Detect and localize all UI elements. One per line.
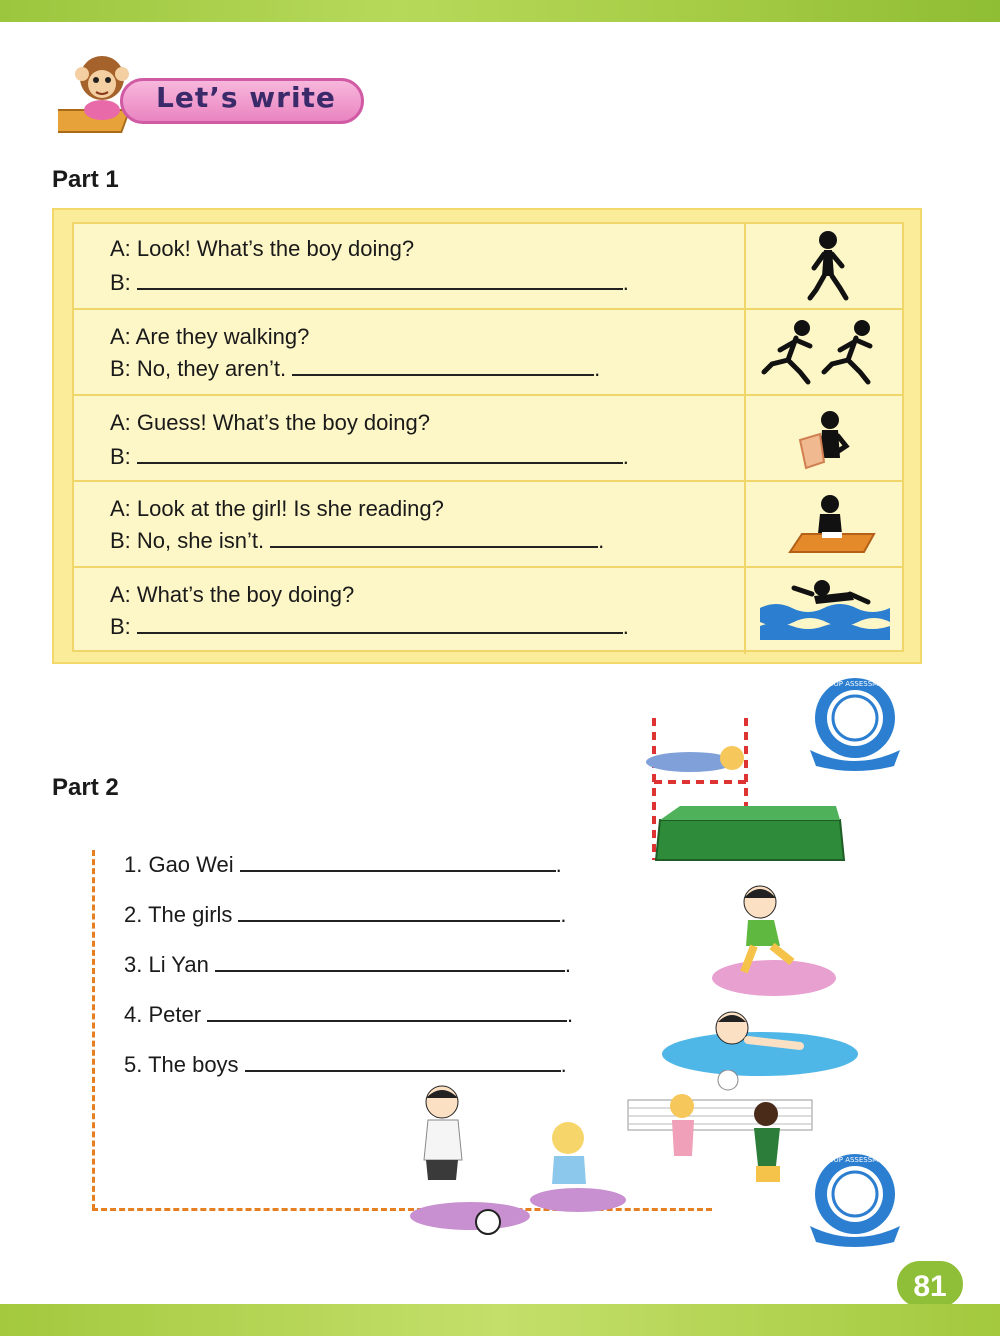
answer-b-label: B: bbox=[110, 444, 131, 469]
picture-cell bbox=[750, 396, 900, 480]
part2-heading: Part 2 bbox=[52, 774, 119, 801]
list-item bbox=[124, 1000, 573, 1028]
period: . bbox=[555, 852, 562, 877]
list-item bbox=[124, 900, 567, 928]
question-cell bbox=[74, 224, 746, 308]
lets-write-banner bbox=[58, 48, 368, 138]
answer-blank[interactable] bbox=[137, 442, 623, 464]
question-cell bbox=[74, 568, 746, 654]
answer-blank[interactable] bbox=[270, 526, 598, 548]
answer-b-label: B: bbox=[110, 270, 131, 295]
answer-blank[interactable] bbox=[240, 850, 556, 872]
question-cell bbox=[74, 482, 746, 566]
period: . bbox=[622, 444, 629, 469]
writing-figure-icon bbox=[750, 482, 900, 566]
question-cell bbox=[74, 396, 746, 480]
group-assessment-badge-icon bbox=[800, 672, 910, 772]
football-illustration bbox=[392, 1080, 642, 1240]
list-item bbox=[124, 1050, 567, 1078]
answer-line bbox=[110, 526, 604, 554]
part1-heading: Part 1 bbox=[52, 166, 119, 193]
part1-table-inner bbox=[72, 222, 904, 652]
table-row bbox=[74, 568, 902, 654]
banner-title: Let’s write bbox=[156, 81, 336, 114]
question-a: A: Look! What’s the boy doing? bbox=[110, 236, 415, 261]
list-item bbox=[124, 850, 562, 878]
table-row bbox=[74, 482, 902, 568]
period: . bbox=[564, 952, 571, 977]
top-decorative-band bbox=[0, 0, 1000, 22]
period: . bbox=[598, 528, 605, 553]
dashed-border-left bbox=[92, 850, 95, 1210]
question-a: A: Look at the girl! Is she reading? bbox=[110, 496, 444, 521]
question-cell bbox=[74, 310, 746, 394]
picture-cell bbox=[750, 224, 900, 308]
table-row bbox=[74, 310, 902, 396]
swimming-boy-illustration bbox=[660, 1000, 860, 1080]
answer-b-label: B: bbox=[110, 614, 131, 639]
answer-line bbox=[110, 354, 600, 382]
item-label: 4. Peter bbox=[124, 1002, 202, 1027]
answer-b-label: B: No, they aren’t. bbox=[110, 356, 287, 381]
bottom-decorative-band bbox=[0, 1304, 1000, 1336]
answer-line bbox=[110, 442, 629, 470]
group-assessment-badge-icon bbox=[800, 1148, 910, 1248]
picture-cell bbox=[750, 310, 900, 394]
answer-line bbox=[110, 612, 629, 640]
table-row bbox=[74, 224, 902, 310]
list-item bbox=[124, 950, 571, 978]
answer-blank[interactable] bbox=[137, 612, 623, 634]
period: . bbox=[622, 614, 629, 639]
period: . bbox=[567, 1002, 574, 1027]
table-row bbox=[74, 396, 902, 482]
answer-blank[interactable] bbox=[215, 950, 565, 972]
walking-figure-icon bbox=[750, 224, 900, 308]
period: . bbox=[594, 356, 601, 381]
picture-cell bbox=[750, 482, 900, 566]
answer-blank[interactable] bbox=[292, 354, 594, 376]
running-figures-icon bbox=[750, 310, 900, 394]
answer-blank[interactable] bbox=[137, 268, 623, 290]
picture-cell bbox=[750, 568, 900, 654]
volleyball-illustration bbox=[626, 1070, 816, 1210]
running-girl-illustration bbox=[708, 880, 838, 1000]
answer-blank[interactable] bbox=[207, 1000, 567, 1022]
page-number: 81 bbox=[894, 1258, 966, 1310]
part1-table bbox=[52, 208, 922, 664]
answer-blank[interactable] bbox=[238, 900, 560, 922]
answer-blank[interactable] bbox=[245, 1050, 561, 1072]
answer-b-label: B: No, she isn’t. bbox=[110, 528, 265, 553]
question-a: A: Are they walking? bbox=[110, 324, 310, 349]
answer-line bbox=[110, 268, 629, 296]
item-label: 1. Gao Wei bbox=[124, 852, 234, 877]
period: . bbox=[560, 902, 567, 927]
reading-figure-icon bbox=[750, 396, 900, 480]
swimming-figure-icon bbox=[750, 568, 900, 652]
item-label: 3. Li Yan bbox=[124, 952, 209, 977]
badge-text: GROUP ASSESSMENT bbox=[817, 1156, 893, 1164]
badge-text: GROUP ASSESSMENT bbox=[817, 680, 893, 688]
item-label: 2. The girls bbox=[124, 902, 233, 927]
period: . bbox=[622, 270, 629, 295]
period: . bbox=[560, 1052, 567, 1077]
question-a: A: Guess! What’s the boy doing? bbox=[110, 410, 430, 435]
item-label: 5. The boys bbox=[124, 1052, 239, 1077]
question-a: A: What’s the boy doing? bbox=[110, 582, 355, 607]
